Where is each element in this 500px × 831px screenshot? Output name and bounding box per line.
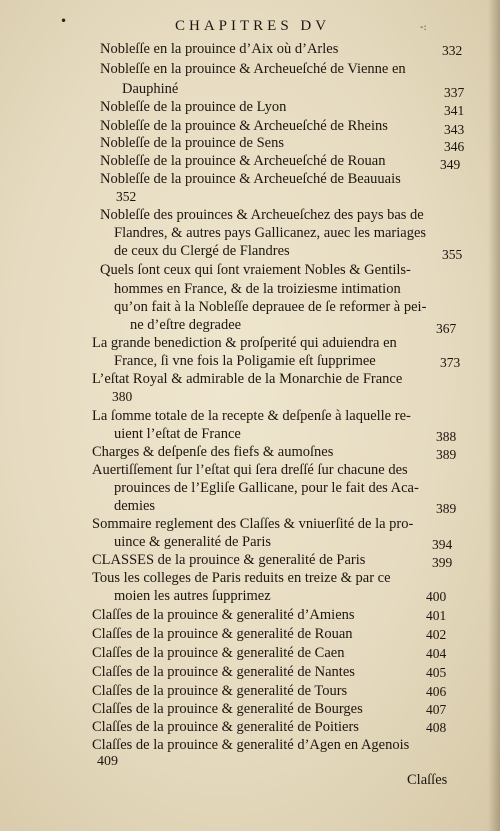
catchword: Claſſes <box>407 772 448 788</box>
toc-entry-text: Tous les colleges de Paris reduits en treize & par ce <box>92 570 391 586</box>
toc-entry-page: 349 <box>440 157 461 172</box>
toc-entry-page: 337 <box>444 85 465 100</box>
toc-entry-page: 394 <box>432 537 453 552</box>
toc-entry-text: Nobleſſe de la prouince & Archeueſché de Beauuais <box>100 171 401 187</box>
toc-entry-text: Nobleſſe de la prouince & Archeueſché de Rouan <box>100 153 386 169</box>
toc-entry-page: 346 <box>444 139 465 154</box>
toc-entry-text: La ſomme totale de la recepte & deſpenſe à laquelle re- <box>92 408 411 424</box>
toc-entry-page-wrapped: 380 <box>112 389 133 404</box>
toc-entry-text: CLASSES de la prouince & generalité de Paris <box>92 552 366 568</box>
toc-entry-text: Claſſes de la prouince & generalité de Poitiers <box>92 719 359 735</box>
header-corner-mark: -: <box>420 22 427 33</box>
toc-entry-text: Nobleſſe en la prouince & Archeueſché de Vienne en <box>100 61 406 77</box>
toc-entry-text: moien les autres ſupprimez <box>114 588 271 604</box>
toc-entry-page: 404 <box>426 646 447 661</box>
toc-entry-text: Nobleſſe des prouinces & Archeueſchez des pays bas de <box>100 207 424 223</box>
toc-entry-text: L’eſtat Royal & admirable de la Monarchie de France <box>92 371 403 387</box>
toc-entry-text: Claſſes de la prouince & generalité d’Agen en Agenois <box>92 737 410 753</box>
toc-entry-text: uient l’eſtat de France <box>114 426 241 442</box>
toc-entry-page: 402 <box>426 627 447 642</box>
toc-entry-text: France, ſi vne fois la Poligamie eſt ſupprimee <box>114 353 376 369</box>
toc-entry-page-wrapped: 352 <box>116 189 137 204</box>
header-ornament: • <box>60 14 68 28</box>
toc-entry-page: 408 <box>426 720 447 735</box>
page-signature: 409 <box>97 754 118 769</box>
toc-entry-text: Claſſes de la prouince & generalité de Bourges <box>92 701 363 717</box>
toc-entry-page: 405 <box>426 665 447 680</box>
toc-entry-text: Auertiſſement ſur l’eſtat qui ſera dreſſé ſur chacune des <box>92 462 408 478</box>
toc-entry-text: qu’on fait à la Nobleſſe deprauee de ſe reformer à pei- <box>114 299 427 315</box>
toc-entry-text: Claſſes de la prouince & generalité de Rouan <box>92 626 353 642</box>
toc-entry-text: ne d’eſtre degradee <box>130 317 242 333</box>
toc-entry-page: 355 <box>442 247 463 262</box>
running-head: CHAPITRES DV <box>175 18 331 34</box>
toc-entry-text: de ceux du Clergé de Flandres <box>114 243 290 259</box>
toc-entry-page: 389 <box>436 501 457 516</box>
toc-entry-page: 400 <box>426 589 447 604</box>
toc-entry-text: Claſſes de la prouince & generalité de Caen <box>92 645 345 661</box>
toc-entry-page: 407 <box>426 702 447 717</box>
toc-entry-text: Quels ſont ceux qui ſont vraiement Nobles & Gentils- <box>100 262 411 278</box>
toc-entry-page: 401 <box>426 608 447 623</box>
toc-entry-page: 389 <box>436 447 457 462</box>
toc-entry-text: Nobleſſe de la prouince de Sens <box>100 135 285 151</box>
toc-entry-text: demies <box>114 498 156 514</box>
toc-entry-text: Claſſes de la prouince & generalité de Nantes <box>92 664 355 680</box>
toc-entry-page: 406 <box>426 684 447 699</box>
toc-entry-text: hommes en France, & de la troiziesme intimation <box>114 281 401 297</box>
toc-entry-text: Sommaire reglement des Claſſes & vniuerſité de la pro- <box>92 516 414 532</box>
toc-entry-text: Nobleſſe de la prouince de Lyon <box>100 99 287 115</box>
toc-entry-text: Charges & deſpenſe des fiefs & aumoſnes <box>92 444 334 460</box>
toc-entry-text: Nobleſſe en la prouince d’Aix où d’Arles <box>100 41 339 57</box>
toc-entry-text: Claſſes de la prouince & generalité d’Amiens <box>92 607 355 623</box>
toc-entry-text: Claſſes de la prouince & generalité de Tours <box>92 683 348 699</box>
toc-entry-page: 341 <box>444 103 465 118</box>
toc-entry-text: Nobleſſe de la prouince & Archeueſché de Rheins <box>100 118 388 134</box>
toc-entry-page: 388 <box>436 429 457 444</box>
toc-entry-text: uince & generalité de Paris <box>114 534 272 550</box>
toc-entry-text: La grande benediction & proſperité qui aduiendra en <box>92 335 397 351</box>
toc-entry-page: 399 <box>432 555 453 570</box>
toc-entry-page: 332 <box>442 43 463 58</box>
toc-entry-page: 367 <box>436 321 457 336</box>
toc-entry-text: Dauphiné <box>122 81 179 97</box>
toc-entry-page: 343 <box>444 122 465 137</box>
toc-entry-text: Flandres, & autres pays Gallicanez, auec les mariages <box>114 225 427 241</box>
toc-entry-text: prouinces de l’Egliſe Gallicane, pour le fait des Aca- <box>114 480 419 496</box>
toc-entry-page: 373 <box>440 355 461 370</box>
